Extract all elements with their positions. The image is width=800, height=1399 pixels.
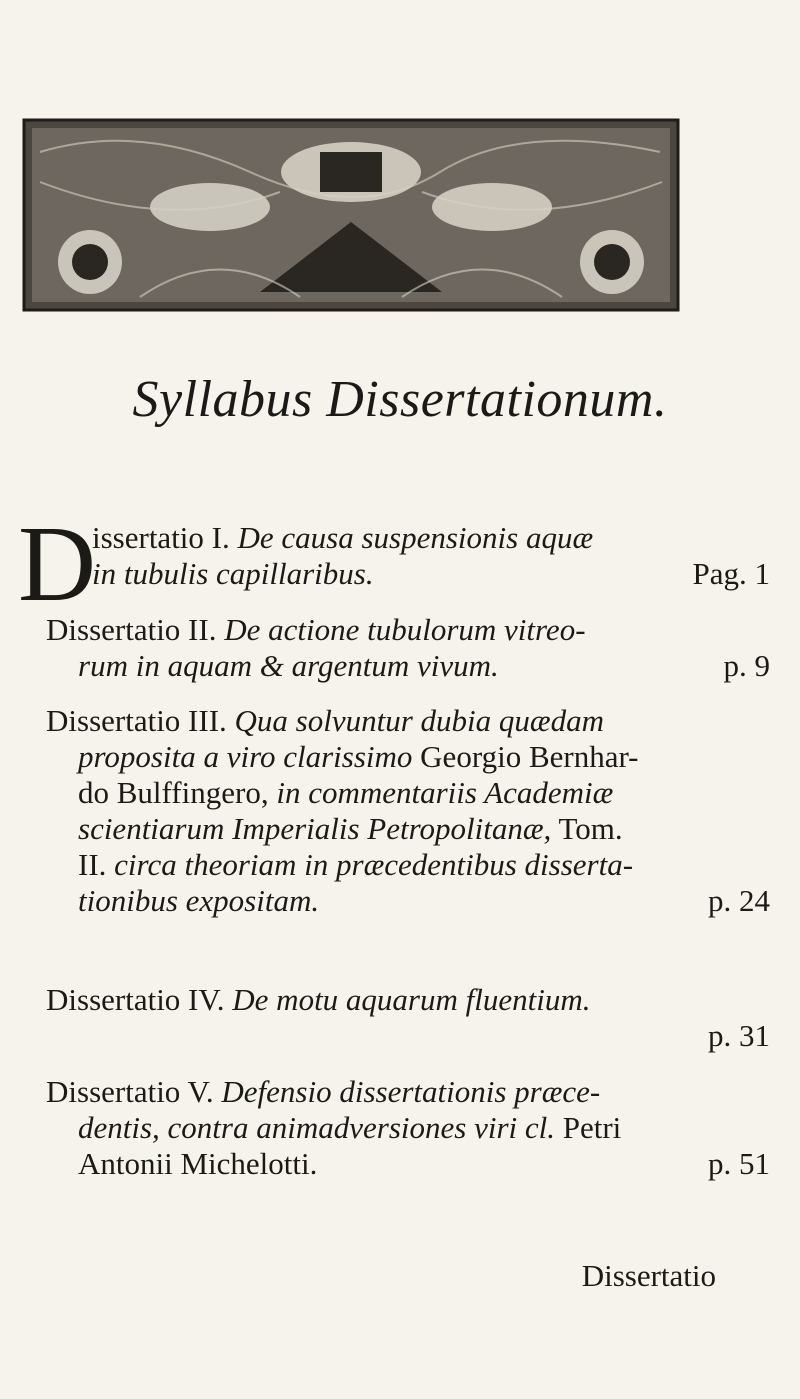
page-reference: p. 51 [708, 1146, 770, 1181]
syllabus-entry-1: issertatio I. De causa suspensionis aquæ in tubulis capillaribus. Pag. 1 [92, 520, 770, 591]
page-reference: Pag. 1 [692, 556, 770, 591]
page-reference: p. 31 [708, 1018, 770, 1053]
ornamental-headpiece [20, 112, 682, 317]
syllabus-entry-4: Dissertatio IV. De motu aquarum fluentium. p. 31 [46, 982, 770, 1053]
syllabus-entry-5: Dissertatio V. Defensio dissertationis præce- dentis, contra animadversiones viri cl. Petri Antonii Michelotti. p. 51 [46, 1074, 770, 1181]
syllabus-entry-3: Dissertatio III. Qua solvuntur dubia quædam proposita a viro clarissimo Georgio Bernhar- do Bulffingero, in commentariis Academiæ scientiarum Imperialis Petropolitanæ, Tom. II. circa theoriam in præcedentibus disserta- tionibus expositam. p. 24 [46, 703, 770, 918]
catchword: Dissertatio [581, 1258, 716, 1293]
syllabus-entry-2: Dissertatio II. De actione tubulorum vitreo- rum in aquam & argentum vivum. p. 9 [46, 612, 770, 683]
page-reference: p. 9 [723, 648, 770, 683]
drop-cap: D [18, 505, 96, 624]
page-title: Syllabus Dissertationum. [132, 371, 668, 428]
page-reference: p. 24 [708, 883, 770, 918]
